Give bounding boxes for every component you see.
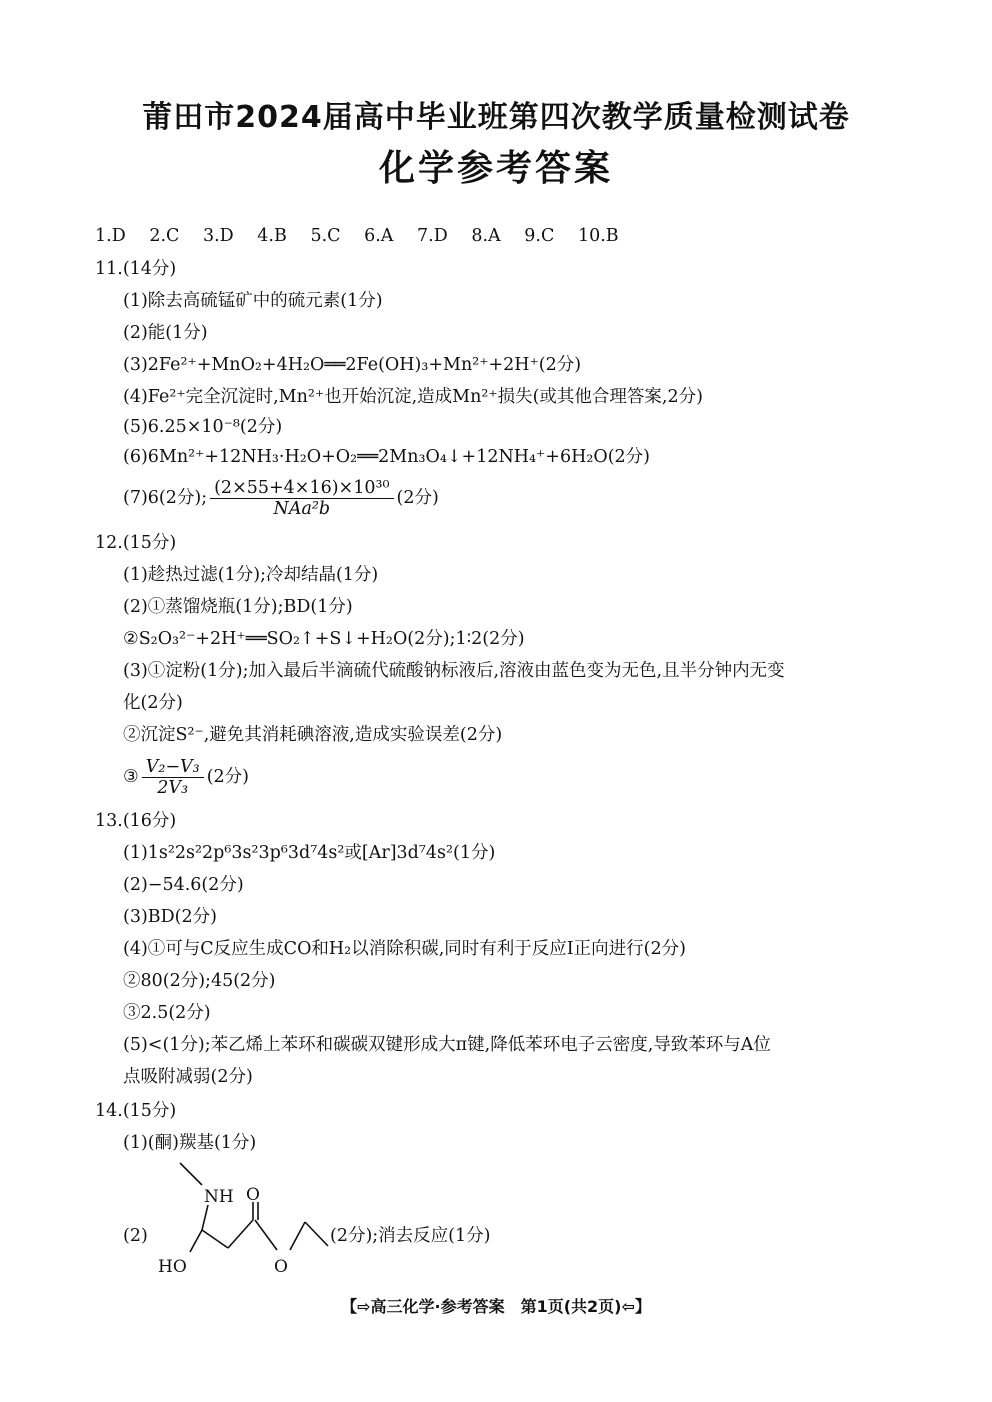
q11-answer-6: (6)6Mn²⁺+12NH₃·H₂O+O₂══2Mn₃O₄↓+12NH₄⁺+6H₂O(2分)	[123, 447, 650, 467]
q13-answer-1: (1)1s²2s²2p⁶3s²3p⁶3d⁷4s²或[Ar]3d⁷4s²(1分)	[123, 843, 496, 863]
q13-heading: 13.(16分)	[95, 811, 177, 831]
page-footer: 【⇨高三化学·参考答案 第1页(共2页)⇦】	[341, 1297, 651, 1316]
q11-answer-7-fraction	[210, 478, 393, 519]
fraction-denominator: 2V₃	[157, 778, 189, 798]
mcq-answer: 3.D	[202, 226, 234, 246]
q12-answer-2: (2)①蒸馏烧瓶(1分);BD(1分)	[123, 597, 353, 617]
q13-answer-2: (2)−54.6(2分)	[123, 875, 244, 895]
q14-answer-2-prefix: (2)	[123, 1226, 148, 1246]
q11-answer-5: (5)6.25×10⁻⁸(2分)	[123, 417, 283, 437]
mcq-answer: 8.A	[471, 226, 501, 246]
fraction-denominator: NAa²b	[273, 499, 331, 519]
q11-answer-7-prefix: (7)6(2分);	[123, 488, 208, 508]
q14-answer-1: (1)(酮)羰基(1分)	[123, 1133, 257, 1153]
bond	[202, 1230, 228, 1248]
fraction-numerator: (2×55+4×16)×10³⁰	[210, 478, 393, 499]
mcq-answer: 10.B	[577, 226, 619, 246]
q13-answer-5: ②80(2分);45(2分)	[123, 971, 276, 991]
bond	[255, 1220, 277, 1250]
fraction-numerator: V₂−V₃	[142, 757, 204, 778]
mcq-answer: 2.C	[149, 226, 180, 246]
mcq-answer: 5.C	[310, 226, 341, 246]
bond	[290, 1222, 305, 1250]
q11-answer-1: (1)除去高硫锰矿中的硫元素(1分)	[123, 291, 383, 311]
q11-answer-4: (4)Fe²⁺完全沉淀时,Mn²⁺也开始沉淀,造成Mn²⁺损失(或其他合理答案,2分)	[123, 387, 703, 407]
q12-answer-6: ②沉淀S²⁻,避免其消耗碘溶液,造成实验误差(2分)	[123, 725, 503, 745]
bond	[190, 1230, 202, 1252]
q11-answer-2: (2)能(1分)	[123, 323, 208, 343]
document-subtitle: 化学参考答案	[378, 148, 613, 189]
ester-o-label: O	[274, 1257, 288, 1277]
q12-answer-7-prefix: ③	[123, 767, 139, 787]
q13-answer-6: ③2.5(2分)	[123, 1003, 211, 1023]
q12-answer-3: ②S₂O₃²⁻+2H⁺══SO₂↑+S↓+H₂O(2分);1∶2(2分)	[123, 629, 525, 649]
document-title: 莆田市2024届高中毕业班第四次教学质量检测试卷	[142, 100, 850, 135]
nh-label: NH	[204, 1187, 234, 1207]
mcq-answer: 4.B	[257, 226, 287, 246]
q12-answer-5: 化(2分)	[123, 693, 183, 713]
q13-answer-3: (3)BD(2分)	[123, 907, 217, 927]
mcq-answer: 6.A	[364, 226, 394, 246]
mcq-answer: 1.D	[95, 226, 126, 246]
q11-answer-7	[123, 478, 439, 519]
mcq-answers	[95, 225, 637, 247]
q13-answer-8: 点吸附减弱(2分)	[123, 1067, 253, 1087]
q12-answer-7	[123, 757, 249, 798]
q14-heading: 14.(15分)	[95, 1101, 177, 1121]
q13-answer-4: (4)①可与C反应生成CO和H₂以消除积碳,同时有利于反应Ⅰ正向进行(2分)	[123, 939, 686, 959]
q12-answer-7-fraction	[142, 757, 204, 798]
q12-answer-4: (3)①淀粉(1分);加入最后半滴硫代硫酸钠标液后,溶液由蓝色变为无色,且半分钟内无变	[123, 661, 785, 681]
q11-answer-3: (3)2Fe²⁺+MnO₂+4H₂O══2Fe(OH)₃+Mn²⁺+2H⁺(2分)	[123, 355, 582, 375]
q12-answer-1: (1)趁热过滤(1分);冷却结晶(1分)	[123, 565, 379, 585]
q12-heading: 12.(15分)	[95, 533, 177, 553]
bond	[202, 1205, 208, 1230]
carbonyl-o-label: O	[246, 1185, 260, 1205]
bond	[180, 1163, 202, 1185]
q14-answer-2-suffix: (2分);消去反应(1分)	[330, 1226, 491, 1246]
q13-answer-7: (5)<(1分);苯乙烯上苯环和碳碳双键形成大π键,降低苯环电子云密度,导致苯环与A位	[123, 1035, 771, 1055]
q12-answer-7-suffix: (2分)	[206, 767, 249, 787]
mcq-answer: 9.C	[524, 226, 555, 246]
q11-heading: 11.(14分)	[95, 259, 177, 279]
bond	[305, 1222, 328, 1246]
q11-answer-7-suffix: (2分)	[396, 488, 439, 508]
mcq-answer: 7.D	[417, 226, 448, 246]
bond	[228, 1220, 253, 1248]
ho-label: HO	[158, 1257, 187, 1277]
